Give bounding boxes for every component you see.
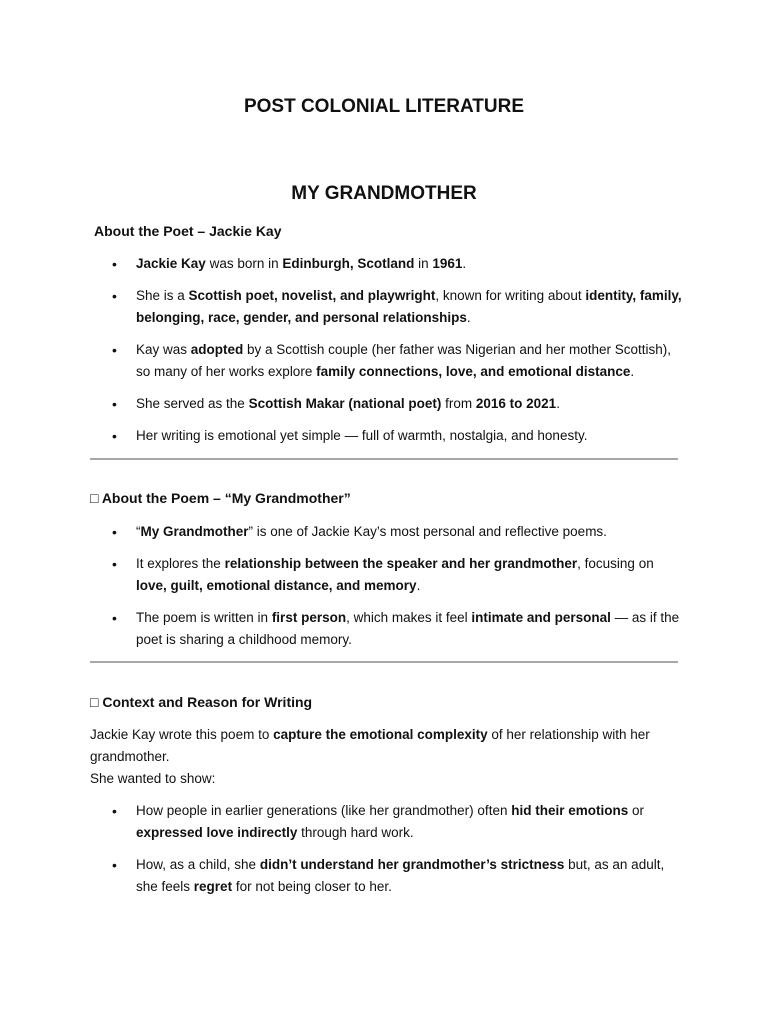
bullet-item	[112, 607, 682, 651]
text-run: , which makes it feel	[346, 610, 472, 625]
text-run: by a Scottish couple (her father was Nigerian and her mother Scottish), so many of her works explore	[136, 342, 671, 379]
text-run: of her relationship with her grandmother.	[90, 727, 650, 764]
bold-text: Scottish Makar (national poet)	[248, 396, 442, 411]
text-run: How people in earlier generations (like her grandmother) often	[136, 803, 512, 818]
text-run: .	[466, 310, 471, 325]
text-run: She is a	[136, 288, 189, 303]
text-run: for not being closer to her.	[232, 879, 392, 894]
bold-text: intimate and personal	[471, 610, 611, 625]
text-run: through hard work.	[297, 825, 414, 840]
text-run: Jackie Kay wrote this poem to	[90, 727, 274, 742]
bold-text: expressed love indirectly	[136, 825, 298, 840]
bullet-item	[112, 393, 682, 415]
section-divider	[90, 458, 678, 460]
text-run: in	[414, 256, 433, 271]
text-run: Kay was	[136, 342, 191, 357]
section-divider	[90, 661, 678, 663]
poem-title: MY GRANDMOTHER	[291, 183, 477, 204]
text-run: “	[136, 524, 141, 539]
text-run: — as if the poet is sharing a childhood memory.	[136, 610, 680, 647]
bullet-item	[112, 800, 682, 844]
bold-text: capture the emotional complexity	[273, 727, 488, 742]
text-run: from	[441, 396, 476, 411]
bold-text: hid their emotions	[511, 803, 629, 818]
text-run: was born in	[205, 256, 283, 271]
text-run: ” is one of Jackie Kay’s most personal and reflective poems.	[248, 524, 607, 539]
poet-section-heading: About the Poet – Jackie Kay	[94, 223, 282, 239]
bold-text: 1961	[432, 256, 463, 271]
text-run: It explores the	[136, 556, 225, 571]
bold-text: Edinburgh, Scotland	[282, 256, 415, 271]
bold-text: relationship between the speaker and her grandmother	[224, 556, 578, 571]
bullet-item	[112, 339, 682, 383]
text-run: How, as a child, she	[136, 857, 260, 872]
bold-text: adopted	[190, 342, 244, 357]
bullet-item	[112, 253, 682, 275]
bullet-item	[112, 425, 682, 447]
bold-text: love, guilt, emotional distance, and memory	[136, 578, 417, 593]
bold-text: identity, family, belonging, race, gender, and personal relationships	[136, 288, 682, 325]
context-section-heading: □ Context and Reason for Writing	[90, 694, 313, 710]
text-run: .	[462, 256, 467, 271]
text-run: or	[628, 803, 644, 818]
bold-text: Scottish poet, novelist, and playwright	[188, 288, 436, 303]
bullet-item	[112, 285, 682, 329]
bullet-item	[112, 854, 682, 898]
bold-text: regret	[193, 879, 233, 894]
bold-text: My Grandmother	[140, 524, 249, 539]
poet-bullet-list	[112, 253, 682, 457]
text-run: Her writing is emotional yet simple — full of warmth, nostalgia, and honesty.	[136, 428, 588, 443]
document-title: POST COLONIAL LITERATURE	[243, 96, 525, 117]
bold-text: first person	[271, 610, 347, 625]
bold-text: 2016 to 2021	[475, 396, 557, 411]
context-paragraph	[90, 724, 680, 768]
text-run: The poem is written in	[136, 610, 272, 625]
context-bullet-list	[112, 800, 682, 908]
text-run: .	[630, 364, 635, 379]
text-run: .	[556, 396, 560, 411]
context-lead-text: She wanted to show:	[90, 771, 216, 786]
text-run: , focusing on	[577, 556, 654, 571]
text-run: but, as an adult, she feels	[136, 857, 665, 894]
bold-text: Jackie Kay	[136, 256, 206, 271]
bullet-item	[112, 521, 682, 543]
text-run: , known for writing about	[435, 288, 586, 303]
text-run: She served as the	[136, 396, 249, 411]
poem-bullet-list	[112, 521, 682, 661]
bold-text: family connections, love, and emotional distance	[316, 364, 631, 379]
bullet-item	[112, 553, 682, 597]
text-run: .	[416, 578, 421, 593]
poem-section-heading: □ About the Poem – “My Grandmother”	[90, 490, 351, 506]
bold-text: didn’t understand her grandmother’s strictness	[259, 857, 565, 872]
